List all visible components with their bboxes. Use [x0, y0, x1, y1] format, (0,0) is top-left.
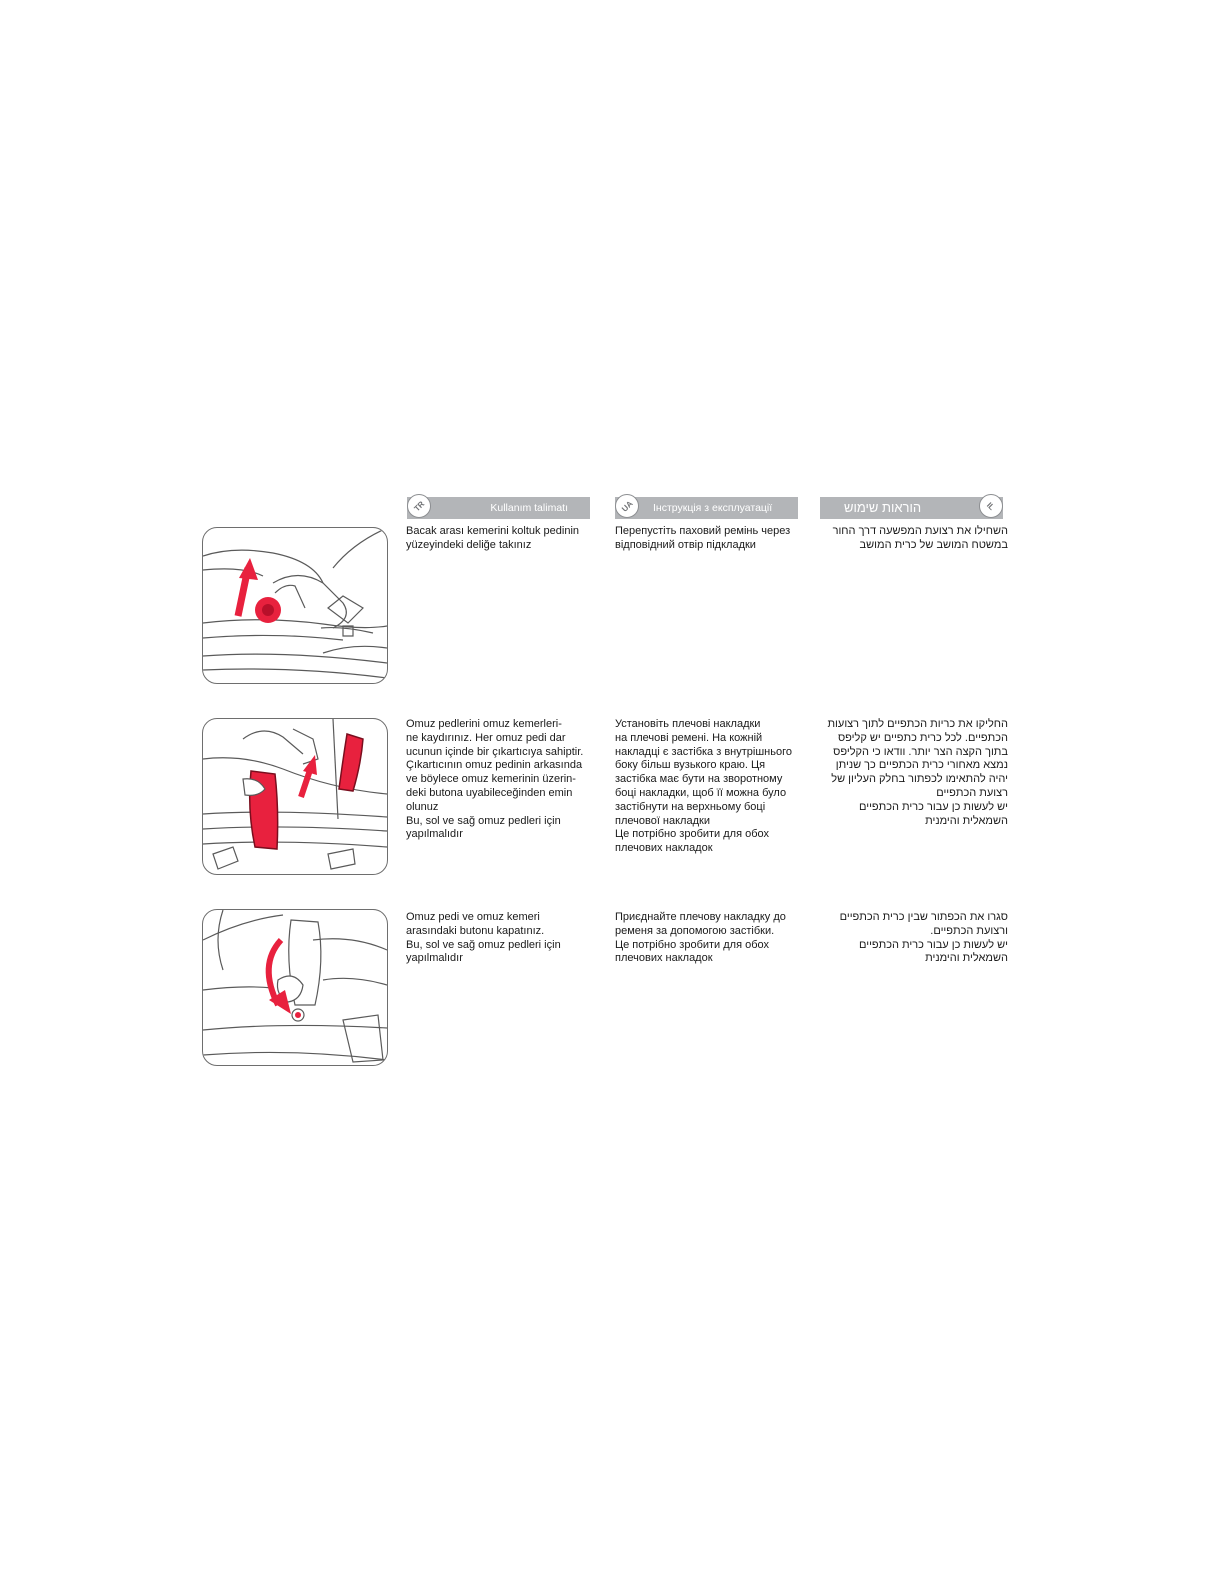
step-1-illustration: [202, 527, 388, 684]
step-1-text-il: השחילו את רצועת המפשעה דרך החור במשטח המושב של כרית המושב: [832, 525, 1008, 551]
step-2-text-ua: Установіть плечові накладки на плечові ремені. На кожній накладці є застібка з внутрішнього боку більш вузького краю. Ця застібка має бути на зворотному боці накладки, щоб її можна було застібнути на верхньому боці плечової накладки Це потрібно зробити для обох плечових накладок: [615, 718, 792, 855]
step-2-illustration: [202, 718, 388, 875]
step-3-text-ua: Приєднайте плечову накладку до ременя за допомогою застібки. Це потрібно зробити для обох плечових накладок: [615, 911, 786, 965]
step-3-illustration: [202, 909, 388, 1066]
step-2-text-il: החליקו את כריות הכתפיים לתוך רצועות הכתפיים. לכל כרית כתפיים יש קליפס בתוך הקצה הצר יותר. וודאו כי הקליפס נמצא מאחורי כרית הכתפיים כך שניתן יהיה להתאימו לכפתור בחלק העליון של רצועת הכתפיים יש לעשות כן עבור כרית הכתפיים השמאלית והימנית: [827, 718, 1008, 827]
badge-ua: UA: [610, 489, 644, 523]
header-tr: [407, 497, 590, 519]
header-ua: [615, 497, 798, 519]
step-2-text-tr: Omuz pedlerini omuz kemerleri- ne kaydırınız. Her omuz pedi dar ucunun içinde bir çıkartıcıya sahiptir. Çıkartıcının omuz pedinin arkasında ve böylece omuz kemerinin üzerin- deki butona uyabileceğinden emin olunuz Bu, sol ve sağ omuz pedleri için yapılmalıdır: [406, 718, 584, 841]
header-title-il: הוראות שימוש: [844, 500, 922, 515]
shoulder-pad-slide-drawing: [203, 719, 387, 874]
seat-pad-crotch-strap-drawing: [203, 528, 387, 683]
button-marker: [295, 1012, 301, 1018]
header-title-ua: Інструкція з експлуатації: [653, 502, 773, 514]
step-3-text-il: סגרו את הכפתור שבין כרית הכתפיים ורצועת הכתפיים. יש לעשות כן עבור כרית הכתפיים השמאלית והימנית: [839, 911, 1008, 965]
header-il: [820, 497, 1003, 519]
badge-il: IL: [974, 489, 1008, 523]
right-shoulder-pad: [339, 734, 363, 791]
step-1-text-tr: Bacak arası kemerini koltuk pedinin yüzeyindeki deliğe takınız: [406, 525, 580, 551]
step-1-text-ua: Перепустіть паховий ремінь через відповідний отвір підкладки: [615, 525, 791, 551]
header-title-tr: Kullanım talimatı: [490, 502, 568, 514]
step-3-text-tr: Omuz pedi ve omuz kemeri arasındaki butonu kapatınız. Bu, sol ve sağ omuz pedleri için yapılmalıdır: [406, 911, 561, 965]
badge-tr: TR: [402, 489, 436, 523]
shoulder-pad-button-drawing: [203, 910, 387, 1065]
